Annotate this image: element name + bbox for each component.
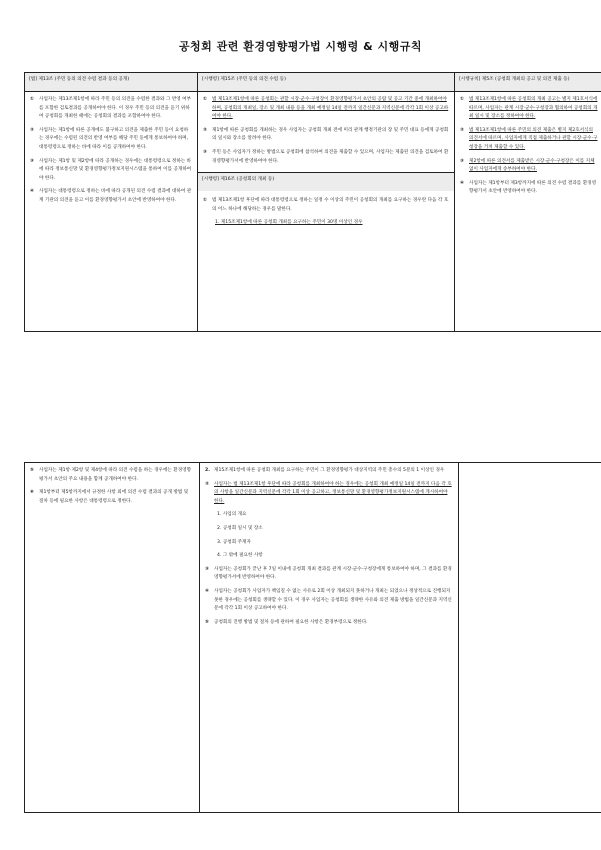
law-item: ④ 사업자는 대통령령으로 정하는 바에 따라 공개된 의견 수렴 결과에 대하여 관계 기관의 의견을 듣고 이를 환경영향평가서 초안에 반영하여야 한다. [30,189,192,203]
comparison-table-page-2 [24,462,601,813]
decree-item: ④ 사업자는 공청회가 사업자가 책임질 수 없는 사유로 2회 이상 개최되지 못하거나 개최는 되었으나 정상적으로 진행되지 못한 경우에는 공청회를 생략할 수 있다. 이 경우 사업자는 공청회를 생략한 사유와 의견 제출 방법을 일간신문과 지역신문에 각각 1회 이상 공고하여야 한다. [205,588,452,612]
decree-item: ① 법 제13조제1항에 따른 공청회는 관할 시장·군수·구청장이 환경영향평가서 초안의 공람 및 공고 기간 중에 개최하여야 하며, 공청회의 개최일, 장소 및 개최 내용 등을 개최 예정일 14일 전까지 일간신문과 지역신문에 각각 1회 이상 공고하여야 한다. [203,97,449,120]
decree-subsection-header: [시행령] 제16조 (공청회의 개최 등) [198,172,454,191]
rule-item: ④ 사업자는 제1항부터 제3항까지에 따른 의견 수렴 결과를 환경영향평가서 초안에 반영하여야 한다. [460,180,597,195]
law-item: ① 사업자는 제13조제1항에 따라 주민 등의 의견을 수렴한 결과와 그 반영 여부를 포함한 검토결과를 공개하여야 한다. 이 경우 주민 등의 의견을 듣기 위하여 공청회를 개최한 때에는 공청회의 결과를 포함하여야 한다. [30,97,192,120]
decree-item: 2. 제15조제1항에 따른 공청회 개최를 요구하는 주민이 그 환경영향평가 대상지역의 주민 총수의 5분의 1 이상인 경우 [205,468,445,473]
law-item: ⑥ 제1항부터 제5항까지에서 규정한 사항 외에 의견 수렴 결과의 공개 방법 및 절차 등에 필요한 사항은 대통령령으로 정한다. [30,490,189,504]
law-column [25,92,198,332]
rule-column [455,92,601,332]
decree-sub-list-item: 1. 제15조제1항에 따른 공청회 개최를 요구하는 주민이 30명 이상인 경우 [215,220,363,226]
decree-item: ③ 주민 등은 사업자가 정하는 방법으로 공청회에 참석하여 의견을 제출할 수 있으며, 사업자는 제출된 의견을 검토하여 환경영향평가서에 반영하여야 한다. [203,149,449,164]
rule-item: ③ 제2항에 따른 의견서를 제출받은 시장·군수·구청장은 이를 지체 없이 사업자에게 송부하여야 한다. [460,158,595,173]
comparison-table-page-1 [24,72,601,332]
decree-column-continued [200,463,459,813]
column-header-law: [법] 제13조 (주민 등의 의견 수렴 결과 등의 공개) [25,73,198,92]
rule-item: ① 법 제13조제1항에 따른 공청회의 개최 공고는 별지 제1호서식에 따르며, 사업자는 관계 시장·군수·구청장과 협의하여 공청회의 개최 일시 및 장소를 정하여야 한다. [460,97,598,120]
decree-item: ② 사업자는 법 제13조제1항 후단에 따라 공청회를 개최하여야 하는 경우에는 공청회 개최 예정일 14일 전까지 다음 각 호의 사항을 일간신문과 지역신문에 각각 1회 이상 공고하고, 정보통신망 및 환경영향평가정보지원시스템에 게시하여야 한다. [205,481,452,504]
column-header-rule: [시행규칙] 제5조 (공청회 개최의 공고 및 의견 제출 등) [455,73,601,92]
decree-item: ② 제1항에 따른 공청회를 개최하는 경우 사업자는 공청회 개최 전에 미리 관계 행정기관의 장 및 주민 대표 등에게 공청회의 일시와 장소를 알려야 한다. [203,127,449,142]
column-header-decree: [시행령] 제15조 (주민 등의 의견 수렴 등) [198,73,455,92]
law-item: ② 사업자는 제1항에 따른 공개에도 불구하고 의견을 제출한 주민 등이 요청하는 경우에는 수렴된 의견의 반영 여부를 해당 주민 등에게 통보하여야 하며, 대통령령으로 정하는 바에 따라 이를 공개하여야 한다. [30,127,189,150]
decree-sub-item: ① 법 제13조제1항 후단에 따라 대통령령으로 정하는 일정 수 이상의 주민이 공청회의 개최를 요구하는 경우란 다음 각 호의 어느 하나에 해당하는 경우를 말한다. [203,198,449,212]
decree-column [198,92,455,332]
rule-column-continued [459,463,601,813]
decree-list-item: 1. 사업의 개요 [217,512,247,518]
law-item: ③ 사업자는 제1항 및 제2항에 따라 공개하는 경우에는 대통령령으로 정하는 바에 따라 정보통신망 및 환경영향평가정보지원시스템을 통하여 이를 공개하여야 한다. [30,158,192,181]
decree-item: ⑤ 공청회의 진행 방법 및 절차 등에 관하여 필요한 사항은 환경부령으로 정한다. [205,619,368,625]
decree-item: ③ 사업자는 공청회가 끝난 후 7일 이내에 공청회 개최 결과를 관계 시장·군수·구청장에게 통보하여야 하며, 그 결과를 환경영향평가서에 반영하여야 한다. [205,566,452,581]
decree-list-item: 3. 공청회 주재자 [217,539,251,545]
rule-item: ② 법 제13조제1항에 따른 주민의 의견 제출은 별지 제2호서식의 의견서에 따르며, 사업자에게 직접 제출하거나 관할 시장·군수·구청장을 거쳐 제출할 수 있다. [460,127,598,150]
decree-list-item: 4. 그 밖에 필요한 사항 [217,553,263,559]
law-item: ⑤ 사업자는 제1항·제2항 및 제4항에 따라 의견 수렴을 하는 경우에는 환경영향평가서 초안의 주요 내용을 함께 공개하여야 한다. [30,468,192,482]
decree-list-item: 2. 공청회 일시 및 장소 [217,525,263,531]
page-title: 공청회 관련 환경영향평가법 시행령 & 시행규칙 [178,40,423,53]
law-column-continued [25,463,200,813]
